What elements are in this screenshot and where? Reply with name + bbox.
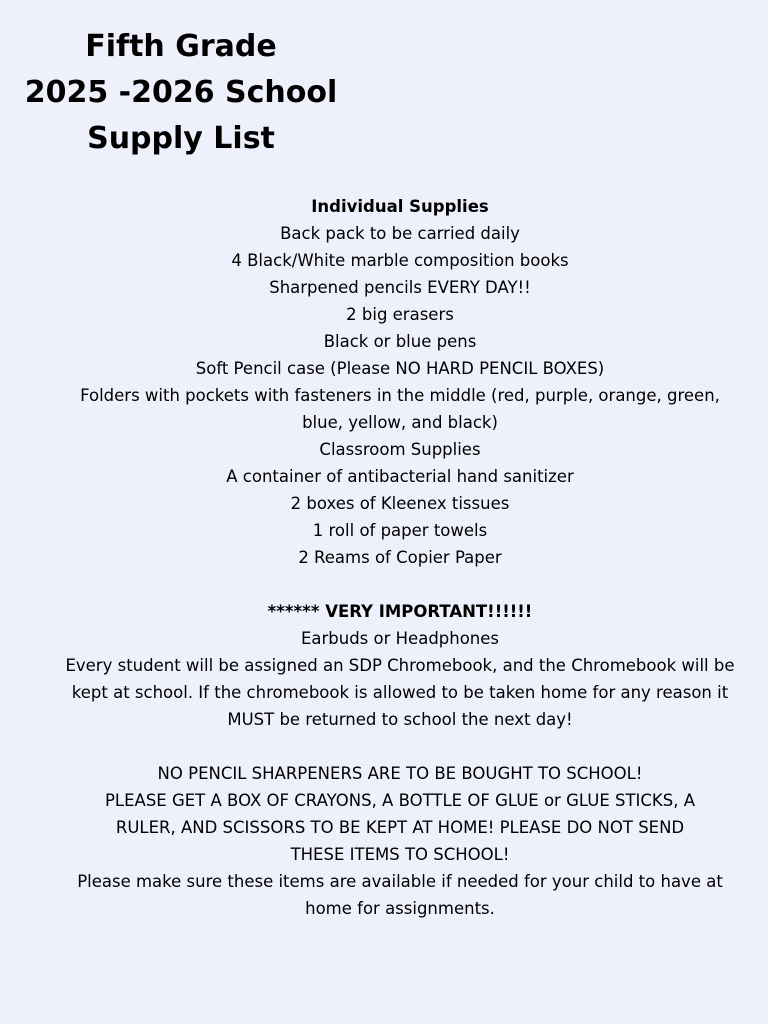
important-line: Every student will be assigned an SDP Chromebook, and the Chromebook will be	[65, 656, 735, 675]
list-item: Back pack to be carried daily	[280, 224, 520, 243]
notes-line: RULER, AND SCISSORS TO BE KEPT AT HOME! PLEASE DO NOT SEND	[115, 818, 685, 837]
list-item: 4 Black/White marble composition books	[231, 251, 569, 270]
title-line-list: Supply List	[87, 121, 275, 156]
notes-line: Please make sure these items are available if needed for your child to have at	[77, 872, 723, 891]
list-item: Black or blue pens	[323, 332, 477, 351]
important-line: kept at school. If the chromebook is allowed to be taken home for any reason it	[71, 683, 729, 702]
supply-list	[0, 193, 768, 922]
spacer	[0, 733, 768, 760]
spacer	[0, 571, 768, 598]
list-item: A container of antibacterial hand sanitizer	[226, 467, 574, 486]
notes-line: THESE ITEMS TO SCHOOL!	[290, 845, 510, 864]
classroom-supplies-heading: Classroom Supplies	[319, 440, 481, 459]
list-item: blue, yellow, and black)	[302, 413, 498, 432]
important-line: Earbuds or Headphones	[300, 629, 500, 648]
very-important-heading: ****** VERY IMPORTANT!!!!!!	[267, 602, 533, 621]
list-item: 1 roll of paper towels	[312, 521, 488, 540]
page-title	[0, 24, 362, 162]
list-item: Sharpened pencils EVERY DAY!!	[269, 278, 531, 297]
list-item: 2 boxes of Kleenex tissues	[290, 494, 510, 513]
important-line: MUST be returned to school the next day!	[227, 710, 573, 729]
notes-line: NO PENCIL SHARPENERS ARE TO BE BOUGHT TO SCHOOL!	[157, 764, 643, 783]
title-line-year: 2025 -2026 School	[24, 75, 338, 110]
notes-line: PLEASE GET A BOX OF CRAYONS, A BOTTLE OF GLUE or GLUE STICKS, A	[104, 791, 696, 810]
notes-line: home for assignments.	[305, 899, 495, 918]
list-item: Folders with pockets with fasteners in the middle (red, purple, orange, green,	[80, 386, 720, 405]
title-line-grade: Fifth Grade	[85, 29, 277, 64]
list-item: 2 big erasers	[346, 305, 454, 324]
list-item: Soft Pencil case (Please NO HARD PENCIL BOXES)	[195, 359, 605, 378]
individual-supplies-heading: Individual Supplies	[311, 197, 489, 216]
list-item: 2 Reams of Copier Paper	[298, 548, 502, 567]
